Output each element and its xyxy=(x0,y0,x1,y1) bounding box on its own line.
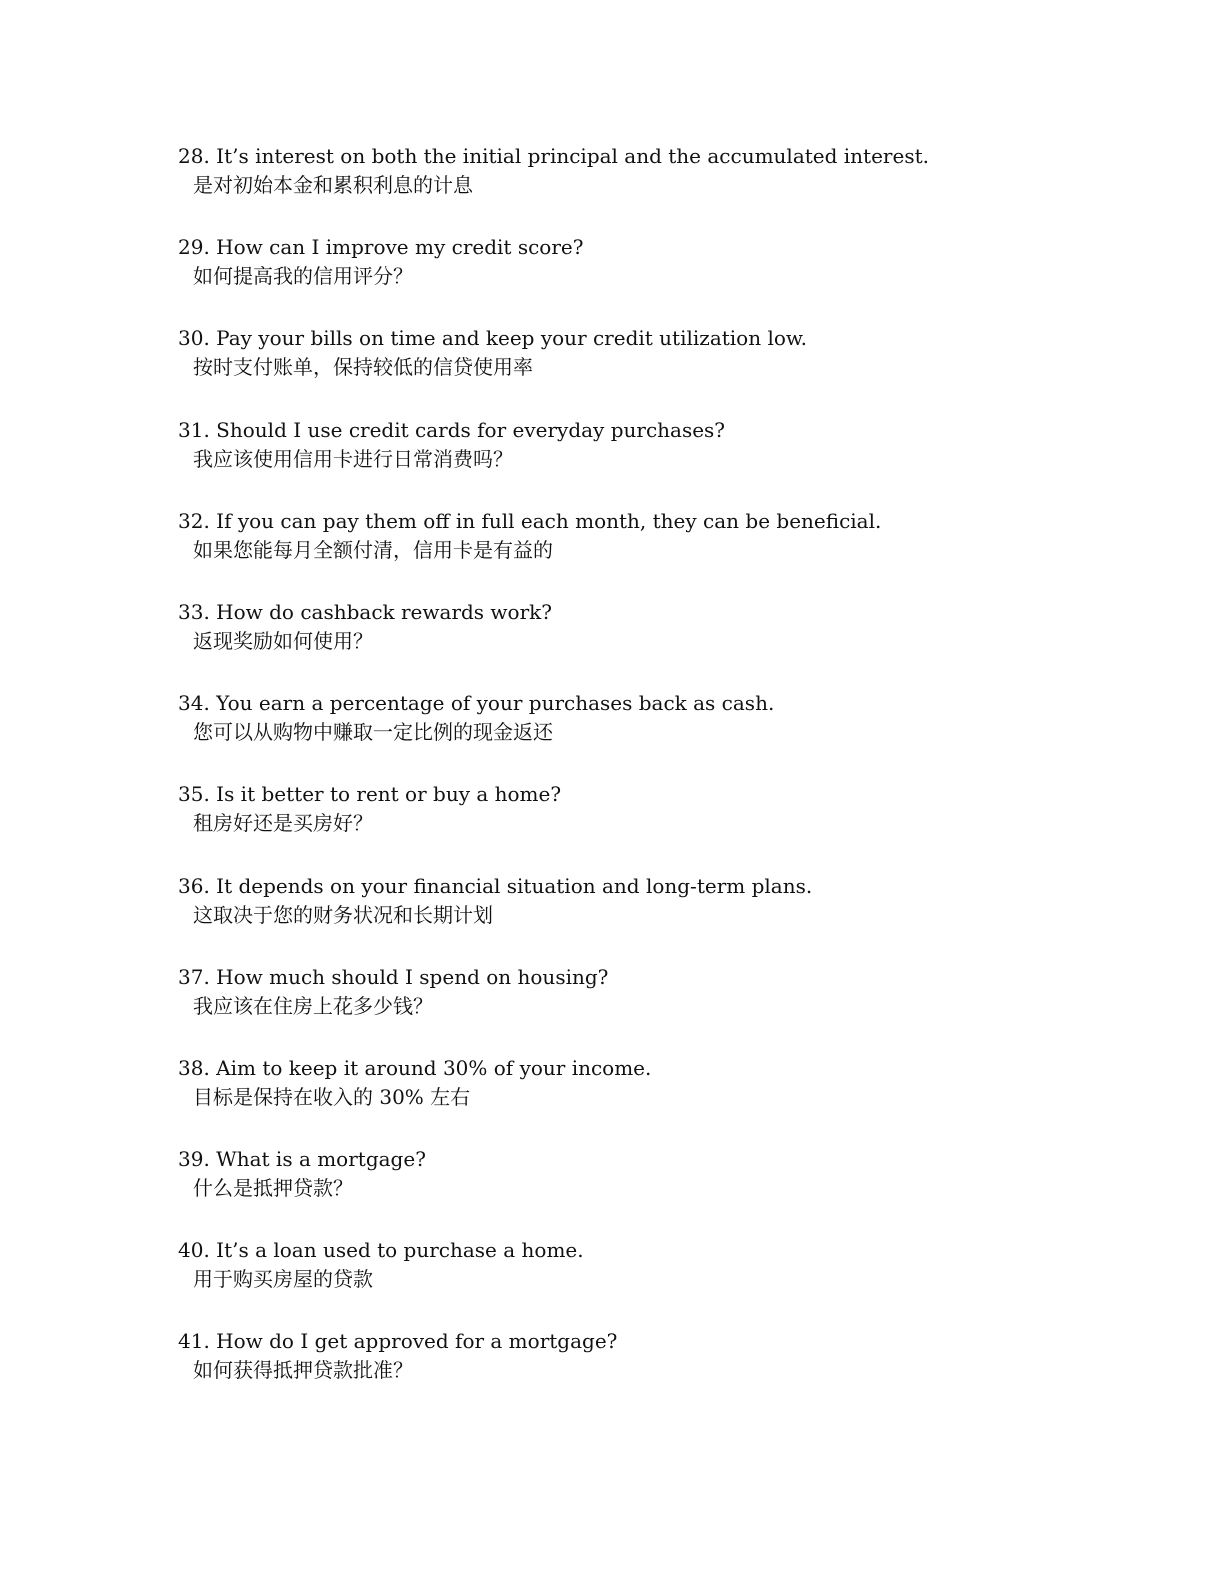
chinese-line: 我应该使用信用卡进行日常消费吗？ xyxy=(193,446,513,471)
qa-entry-39 xyxy=(178,1145,1078,1236)
chinese-line: 什么是抵押贷款？ xyxy=(193,1176,353,1201)
chinese-line: 返现奖励如何使用？ xyxy=(193,628,373,653)
chinese-line: 如果您能每月全额付清，信用卡是有益的 xyxy=(193,537,553,562)
chinese-line: 目标是保持在收入的 30% 左右 xyxy=(193,1084,471,1109)
english-line: 29. How can I improve my credit score? xyxy=(178,235,584,260)
qa-entry-31 xyxy=(178,416,1078,507)
english-line: 33. How do cashback rewards work? xyxy=(178,599,552,624)
chinese-line: 是对初始本金和累积利息的计息 xyxy=(193,173,473,197)
chinese-line: 租房好还是买房好？ xyxy=(193,811,373,836)
english-line: 40. It’s a loan used to purchase a home. xyxy=(178,1238,584,1263)
chinese-line: 我应该在住房上花多少钱？ xyxy=(193,993,433,1018)
english-line: 41. How do I get approved for a mortgage? xyxy=(178,1329,618,1354)
qa-entry-32 xyxy=(178,507,1078,598)
chinese-line: 如何获得抵押贷款批准？ xyxy=(193,1358,413,1383)
qa-entry-36 xyxy=(178,872,1078,963)
qa-entry-41 xyxy=(178,1327,1078,1418)
english-line: 30. Pay your bills on time and keep your credit utilization low. xyxy=(178,326,807,351)
qa-list xyxy=(178,142,1078,1419)
english-line: 36. It depends on your financial situation and long-term plans. xyxy=(178,873,813,898)
english-line: 32. If you can pay them off in full each month, they can be beneficial. xyxy=(178,508,882,533)
qa-entry-30 xyxy=(178,324,1078,415)
chinese-line: 您可以从购物中赚取一定比例的现金返还 xyxy=(193,720,553,745)
english-line: 28. It’s interest on both the initial principal and the accumulated interest. xyxy=(178,144,929,168)
chinese-line: 用于购买房屋的贷款 xyxy=(193,1267,373,1292)
chinese-line: 按时支付账单，保持较低的信贷使用率 xyxy=(193,355,533,380)
qa-entry-40 xyxy=(178,1236,1078,1327)
qa-entry-34 xyxy=(178,689,1078,780)
qa-entry-28 xyxy=(178,142,1078,233)
english-line: 38. Aim to keep it around 30% of your income. xyxy=(178,1055,652,1080)
chinese-line: 这取决于您的财务状况和长期计划 xyxy=(193,902,493,927)
english-line: 39. What is a mortgage? xyxy=(178,1147,426,1172)
english-line: 37. How much should I spend on housing? xyxy=(178,964,609,989)
qa-entry-38 xyxy=(178,1054,1078,1145)
qa-entry-37 xyxy=(178,963,1078,1054)
english-line: 31. Should I use credit cards for everyday purchases? xyxy=(178,417,726,442)
english-line: 34. You earn a percentage of your purchases back as cash. xyxy=(178,691,775,716)
chinese-line: 如何提高我的信用评分？ xyxy=(193,264,413,289)
qa-entry-35 xyxy=(178,780,1078,871)
qa-entry-29 xyxy=(178,233,1078,324)
qa-entry-33 xyxy=(178,598,1078,689)
english-line: 35. Is it better to rent or buy a home? xyxy=(178,782,562,807)
